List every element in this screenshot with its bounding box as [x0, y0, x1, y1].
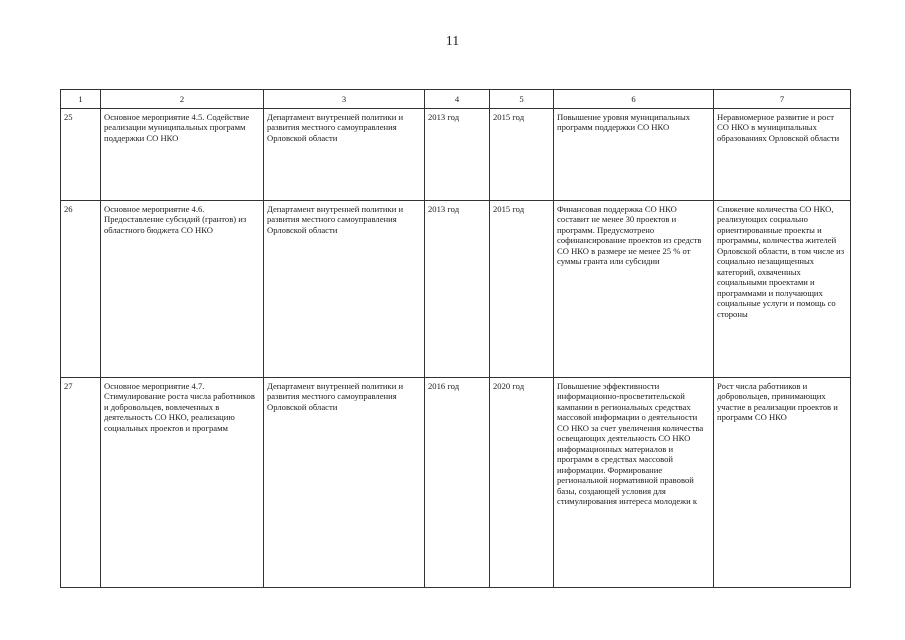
- row-number: 25: [61, 109, 101, 201]
- event-cell: Основное мероприятие 4.5. Содействие реализации муниципальных программ поддержки СО НКО: [101, 109, 264, 201]
- consequence-cell: Неравномерное развитие и рост СО НКО в муниципальных образованиях Орловской области: [714, 109, 851, 201]
- page-number: 11: [445, 34, 460, 49]
- column-header: 6: [554, 90, 714, 109]
- table-row: [61, 109, 851, 201]
- result-cell: Финансовая поддержка СО НКО составит не менее 30 проектов и программ. Предусмотрено софинансирование проектов из средств СО НКО в размере не менее 25 % от суммы гранта или субсидии: [554, 201, 714, 378]
- events-table: [60, 89, 851, 588]
- event-cell: Основное мероприятие 4.7. Стимулирование роста числа работников и добровольцев, вовлеченных в деятельность СО НКО, реализацию социальных проектов и программ: [101, 378, 264, 588]
- result-cell: Повышение эффективности информационно-просветительской кампании в региональных средствах массовой информации о деятельности СО НКО за счет увеличения количества освещающих деятельность СО НКО информационных материалов и программ в средствах массовой информации. Формирование региональной нормативной правовой базы, создающей условия для стимулирования интереса молодежи к: [554, 378, 714, 588]
- end-year-cell: 2020 год: [490, 378, 554, 588]
- column-header: 3: [264, 90, 425, 109]
- column-header: 2: [101, 90, 264, 109]
- table-row: [61, 378, 851, 588]
- column-header: 5: [490, 90, 554, 109]
- table-row: [61, 201, 851, 378]
- column-header: 4: [425, 90, 490, 109]
- start-year-cell: 2013 год: [425, 201, 490, 378]
- row-number: 26: [61, 201, 101, 378]
- start-year-cell: 2013 год: [425, 109, 490, 201]
- row-number: 27: [61, 378, 101, 588]
- column-header: 1: [61, 90, 101, 109]
- executor-cell: Департамент внутренней политики и развития местного самоуправления Орловской области: [264, 109, 425, 201]
- header-row: [61, 90, 851, 109]
- executor-cell: Департамент внутренней политики и развития местного самоуправления Орловской области: [264, 201, 425, 378]
- start-year-cell: 2016 год: [425, 378, 490, 588]
- end-year-cell: 2015 год: [490, 109, 554, 201]
- result-cell: Повышение уровня муниципальных программ поддержки СО НКО: [554, 109, 714, 201]
- executor-cell: Департамент внутренней политики и развития местного самоуправления Орловской области: [264, 378, 425, 588]
- column-header: 7: [714, 90, 851, 109]
- event-cell: Основное мероприятие 4.6. Предоставление субсидий (грантов) из областного бюджета СО НКО: [101, 201, 264, 378]
- consequence-cell: Снижение количества СО НКО, реализующих социально ориентированные проекты и программы, количества жителей Орловской области, в том числе из социально незащищенных категорий, охваченных социальными проектами и программами и получающих социальные услуги и помощь со стороны: [714, 201, 851, 378]
- end-year-cell: 2015 год: [490, 201, 554, 378]
- consequence-cell: Рост числа работников и добровольцев, принимающих участие в реализации проектов и программ СО НКО: [714, 378, 851, 588]
